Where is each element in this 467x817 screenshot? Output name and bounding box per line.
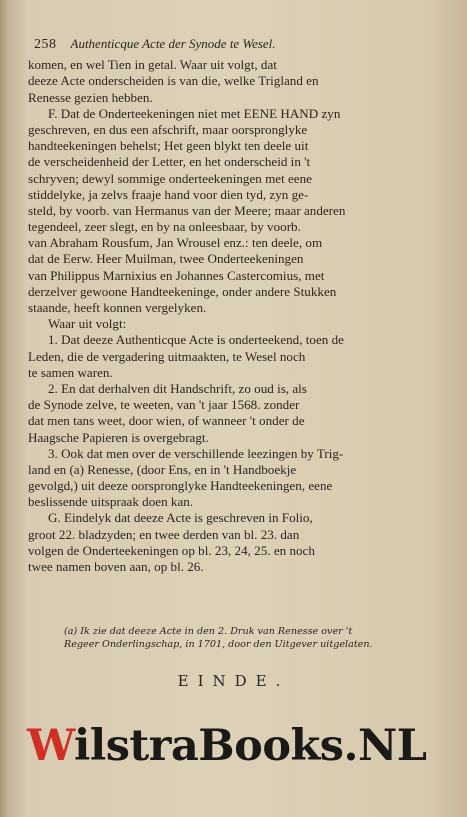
body-line: te samen waren. <box>28 364 113 380</box>
page-gutter-shadow <box>0 0 8 817</box>
body-line: staande, heeft konnen vergelyken. <box>28 300 207 316</box>
watermark-logo <box>27 720 447 772</box>
body-line: 1. Dat deeze Authenticque Acte is onderteekend, toen de <box>48 332 344 348</box>
footnote <box>64 626 444 651</box>
body-line: twee namen boven aan, op bl. 26. <box>28 559 204 575</box>
body-line: dat de Eerw. Heer Muilman, twee Onderteekeningen <box>28 251 304 267</box>
page-text-block <box>28 36 450 575</box>
body-line: komen, en wel Tien in getal. Waar uit volgt, dat <box>28 57 277 73</box>
body-line: Waar uit volgt: <box>48 316 127 332</box>
running-head: Authenticque Acte der Synode te Wesel. <box>70 36 276 51</box>
body-line: deeze Acte onderscheiden is van die, welke Trigland en <box>28 73 319 89</box>
body-line: schryven; dewyl sommige onderteekeningen met eene <box>28 170 312 186</box>
closing-word: EINDE. <box>177 672 290 690</box>
body-line: F. Dat de Onderteekeningen niet met EENE HAND zyn <box>48 105 341 121</box>
body-line: Leden, die de vergadering uitmaakten, te Wesel noch <box>28 348 306 364</box>
body-line: de verscheidenheid der Letter, en het onderscheid in 't <box>28 154 311 170</box>
body-line: Haagsche Papieren is overgebragt. <box>28 429 209 445</box>
body-line: gevolgd,) uit deeze oorspronglyke Handteekeningen, eene <box>28 478 333 494</box>
body-line: G. Eindelyk dat deeze Acte is geschreven in Folio, <box>48 510 313 526</box>
watermark-rest: ilstraBooks.NL <box>74 721 427 771</box>
body-line: van Abraham Rousfum, Jan Wrousel enz.: ten deele, om <box>28 235 323 251</box>
footnote-line: (a) Ik zie dat deeze Acte in den 2. Druk van Renesse over 't <box>64 626 353 637</box>
body-line: steld, by voorb. van Hermanus van der Meere; maar anderen <box>28 202 346 218</box>
body-line: 3. Ook dat men over de verschillende leezingen by Trig- <box>48 445 344 461</box>
watermark-first-letter: W <box>27 721 75 771</box>
body-line: de Synode zelve, te weeten, van 't jaar 1568. zonder <box>28 397 300 413</box>
footnote-line: Regeer Onderlingschap, in 1701, door den Uitgever uitgelaten. <box>64 638 373 650</box>
page-header <box>34 36 450 53</box>
body-line: land en (a) Renesse, (door Ens, en in 't Handboekje <box>28 461 297 477</box>
body-line: Renesse gezien hebben. <box>28 89 153 105</box>
body-line: handteekeningen behelst; Het geen blykt ten deele uit <box>28 138 309 154</box>
body-line: 2. En dat derhalven dit Handschrift, zo oud is, als <box>48 380 307 396</box>
body-line: beslissende uitspraak doen kan. <box>28 494 194 510</box>
body-line: tegendeel, zeer slegt, en by na onleesbaar, by voorb. <box>28 219 301 235</box>
body-line: stiddelyke, ja zelvs fraaje hand voor dien tyd, zyn ge- <box>28 186 309 202</box>
page-number: 258 <box>34 37 57 52</box>
body-line: derzelver gewoone Handteekeninge, onder andere Stukken <box>28 283 337 299</box>
body-line: groot 22. bladzyden; en twee derden van bl. 23. dan <box>28 526 300 542</box>
body-line: geschreven, en dus een afschrift, maar oorspronglyke <box>28 121 308 137</box>
body-line: volgen de Onderteekeningen op bl. 23, 24, 25. en noch <box>28 542 315 558</box>
body-line: dat men tans weet, door wien, of wanneer 't onder de <box>28 413 305 429</box>
body-line: van Philippus Marnixius en Johannes Castercomius, met <box>28 267 325 283</box>
